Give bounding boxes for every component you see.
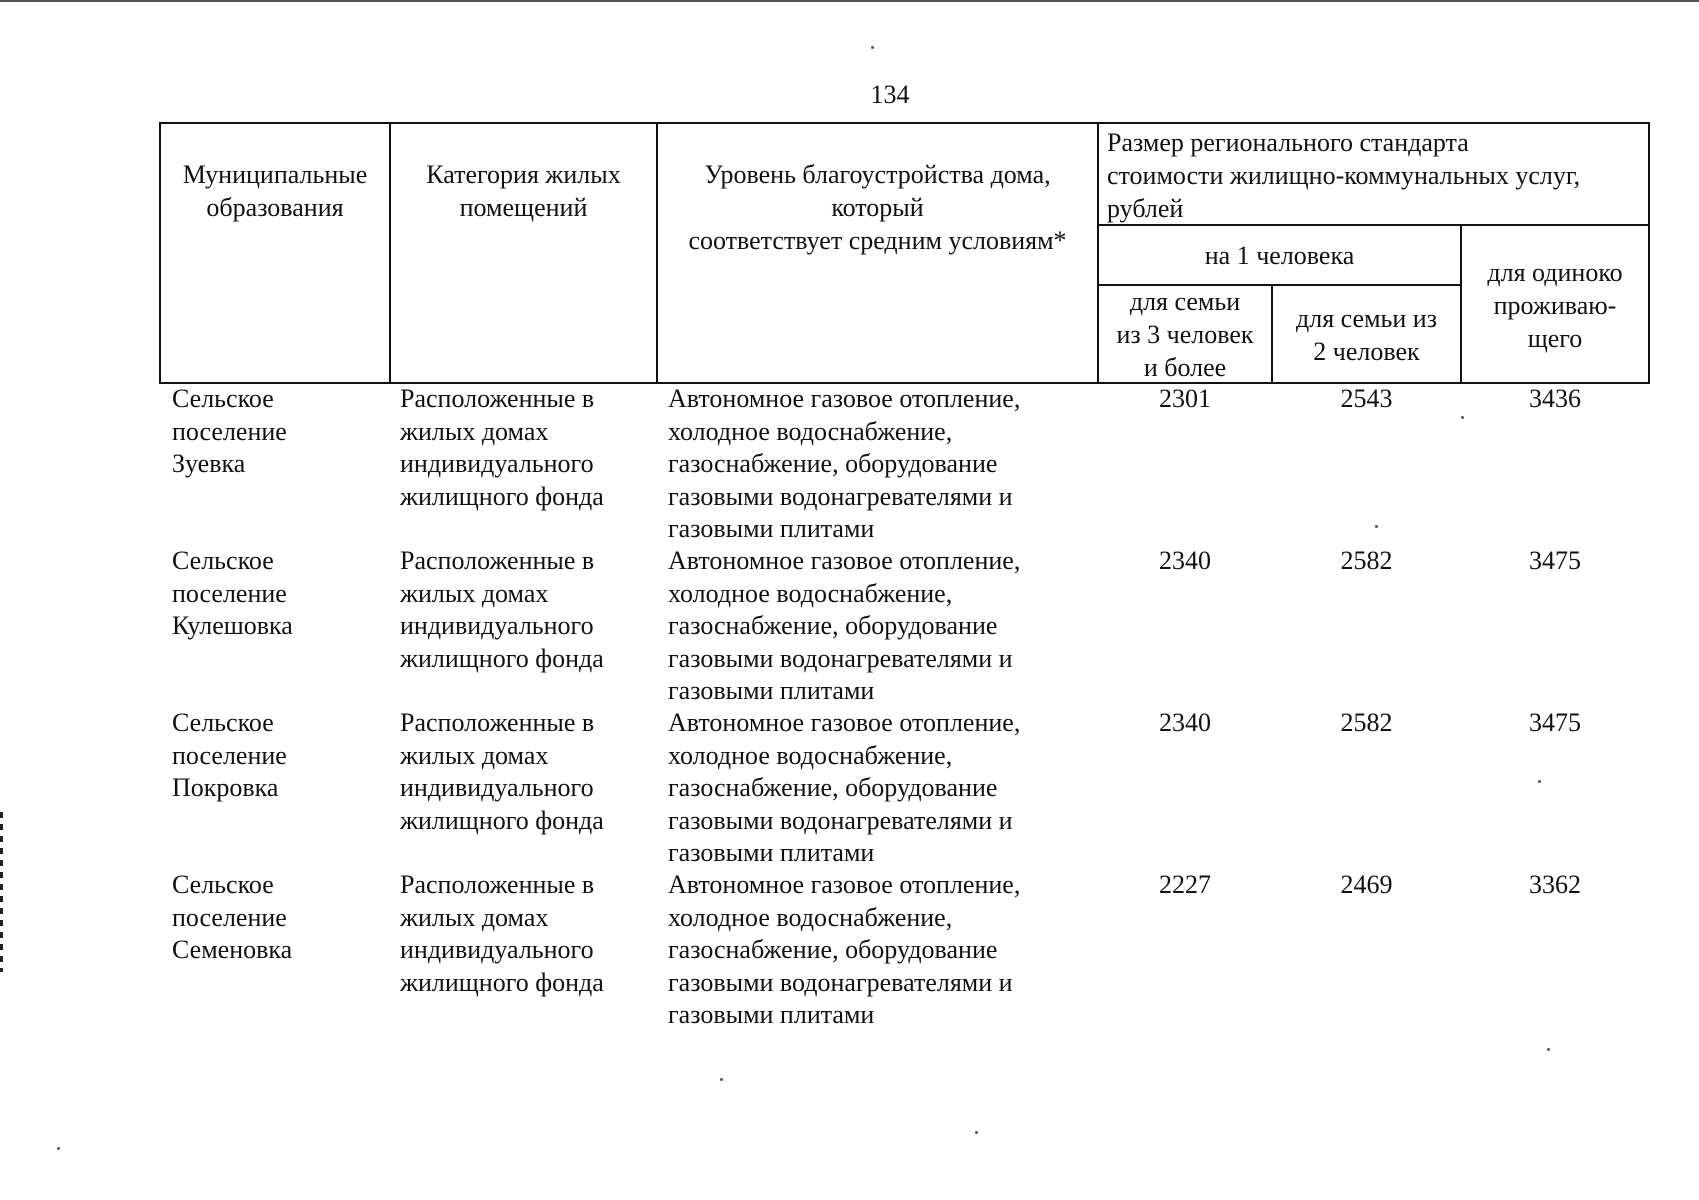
cell-single: 3436	[1529, 384, 1581, 413]
cell-category: Расположенные в жилых домах индивидуального жилищного фонда	[400, 870, 604, 997]
scan-speck	[871, 46, 874, 49]
page-number: 134	[870, 80, 910, 109]
table-row	[0, 707, 1699, 869]
cell-improvement-level: Автономное газовое отопление, холодное водоснабжение, газоснабжение, оборудование газовыми водонагревателями и газовыми плитами	[668, 870, 1021, 1029]
scan-edge-marks	[0, 812, 3, 972]
cell-single: 3362	[1529, 870, 1581, 899]
scan-speck	[1538, 780, 1541, 783]
header-improvement-level: Уровень благоустройства дома, который соответствует средним условиям*	[688, 160, 1067, 255]
cell-municipality: Сельское поселение Зуевка	[172, 384, 287, 478]
scan-speck	[1547, 1048, 1550, 1051]
cell-single: 3475	[1529, 708, 1581, 737]
scan-speck	[1461, 416, 1464, 419]
cell-municipality: Сельское поселение Кулешовка	[172, 546, 293, 640]
header-single: для одиноко проживаю- щего	[1487, 258, 1623, 353]
header-family-3: для семьи из 3 человек и более	[1116, 287, 1254, 382]
cell-family-2: 2582	[1340, 546, 1393, 575]
cell-municipality: Сельское поселение Покровка	[172, 708, 287, 802]
cell-municipality: Сельское поселение Семеновка	[172, 870, 293, 964]
cell-family-3: 2301	[1159, 384, 1211, 413]
header-regional-standard: Размер регионального стандарта стоимости жилищно-коммунальных услуг, рублей	[1107, 128, 1581, 223]
scan-speck	[975, 1131, 978, 1134]
header-municipality: Муниципальные образования	[182, 160, 368, 222]
table-row	[0, 545, 1699, 707]
cell-single: 3475	[1529, 546, 1581, 575]
cell-family-2: 2582	[1340, 708, 1393, 737]
cell-family-3: 2227	[1159, 870, 1211, 899]
header-family-2: для семьи из 2 человек	[1296, 304, 1437, 366]
cell-category: Расположенные в жилых домах индивидуального жилищного фонда	[400, 384, 604, 511]
header-category: Категория жилых помещений	[426, 160, 621, 222]
cell-family-2: 2469	[1340, 870, 1393, 899]
cell-category: Расположенные в жилых домах индивидуального жилищного фонда	[400, 708, 604, 835]
cell-family-3: 2340	[1159, 708, 1211, 737]
table-row	[0, 869, 1699, 1031]
scan-speck	[1375, 525, 1378, 528]
scan-speck	[720, 1078, 723, 1081]
table-row	[0, 383, 1699, 545]
cell-family-2: 2543	[1340, 384, 1393, 413]
header-right-border	[1648, 122, 1650, 384]
cell-improvement-level: Автономное газовое отопление, холодное водоснабжение, газоснабжение, оборудование газовыми водонагревателями и газовыми плитами	[668, 384, 1021, 543]
cell-improvement-level: Автономное газовое отопление, холодное водоснабжение, газоснабжение, оборудование газовыми водонагревателями и газовыми плитами	[668, 708, 1021, 867]
cell-family-3: 2340	[1159, 546, 1211, 575]
cell-category: Расположенные в жилых домах индивидуального жилищного фонда	[400, 546, 604, 673]
scan-speck	[57, 1147, 60, 1150]
header-per-person: на 1 человека	[1204, 241, 1355, 270]
header-top-border	[159, 122, 1650, 124]
cell-improvement-level: Автономное газовое отопление, холодное водоснабжение, газоснабжение, оборудование газовыми водонагревателями и газовыми плитами	[668, 546, 1021, 705]
